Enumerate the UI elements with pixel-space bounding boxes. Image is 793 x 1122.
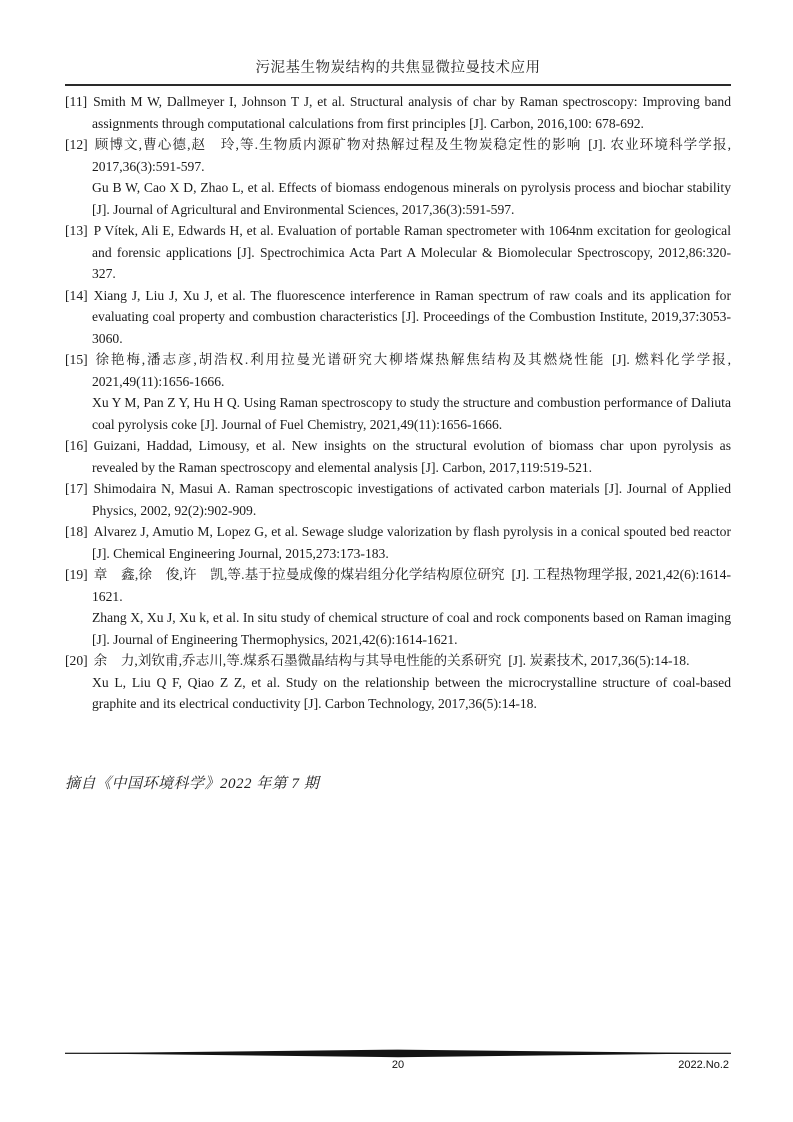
source-note: 摘自《中国环境科学》2022 年第 7 期	[65, 775, 320, 792]
reference-paragraph	[65, 220, 731, 285]
reference-item	[65, 285, 731, 350]
reference-item	[65, 91, 731, 134]
reference-text: 余 力,刘钦甫,乔志川,等.煤系石墨微晶结构与其导电性能的关系研究 [J]. 炭素技术, 2017,36(5):14-18.	[93, 653, 690, 668]
reference-item	[65, 220, 731, 285]
page-footer	[65, 1049, 731, 1075]
reference-label: [12]	[65, 137, 88, 152]
reference-label: [19]	[65, 567, 88, 582]
reference-text: Smith M W, Dallmeyer I, Johnson T J, et al. Structural analysis of char by Raman spectroscopy: Improving band assignments through computational calculations from first principles [J]. Carbon, 2016,100: 678-692.	[92, 94, 731, 131]
reference-translation: Xu L, Liu Q F, Qiao Z Z, et al. Study on the relationship between the microcrystalline structure of coal-based graphite and its electrical conductivity [J]. Carbon Technology, 2017,36(5):14-18.	[92, 674, 731, 711]
reference-translation: Gu B W, Cao X D, Zhao L, et al. Effects of biomass endogenous minerals on pyrolysis process and biochar stability [J]. Journal of Agricultural and Environmental Sciences, 2017,36(3):591-597.	[92, 180, 731, 217]
reference-label: [11]	[65, 94, 88, 109]
header-rule	[65, 84, 731, 86]
running-head-title: 污泥基生物炭结构的共焦显微拉曼技术应用	[255, 60, 541, 76]
reference-item	[65, 650, 731, 715]
issue-label: 2022.No.2	[678, 1059, 729, 1071]
reference-paragraph	[65, 349, 731, 392]
reference-item	[65, 478, 731, 521]
reference-paragraph	[65, 650, 731, 672]
reference-label: [17]	[65, 481, 88, 496]
reference-text: 章 鑫,徐 俊,许 凯,等.基于拉曼成像的煤岩组分化学结构原位研究 [J]. 工程热物理学报, 2021,42(6):1614-1621.	[92, 567, 731, 604]
reference-text: Guizani, Haddad, Limousy, et al. New insights on the structural evolution of biomass char upon pyrolysis as revealed by the Raman spectroscopy and elemental analysis [J]. Carbon, 2017,119:519-521.	[92, 438, 731, 475]
reference-paragraph	[65, 478, 731, 521]
reference-label: [15]	[65, 352, 88, 367]
reference-text: Shimodaira N, Masui A. Raman spectroscopic investigations of activated carbon materials [J]. Journal of Applied Physics, 2002, 92(2):902-909.	[92, 481, 731, 518]
reference-item	[65, 349, 731, 435]
reference-item	[65, 521, 731, 564]
reference-item	[65, 435, 731, 478]
page-header	[65, 56, 731, 86]
reference-label: [18]	[65, 524, 88, 539]
reference-translation: Xu Y M, Pan Z Y, Hu H Q. Using Raman spectroscopy to study the structure and combustion performance of Daliuta coal pyrolysis coke [J]. Journal of Fuel Chemistry, 2021,49(11):1656-1666.	[92, 395, 731, 432]
reference-label: [16]	[65, 438, 88, 453]
reference-label: [14]	[65, 287, 88, 303]
reference-label: [20]	[65, 653, 88, 668]
page-number: 20	[391, 1059, 405, 1071]
reference-paragraph	[65, 285, 731, 350]
reference-list	[65, 91, 731, 715]
reference-text: P Vítek, Ali E, Edwards H, et al. Evaluation of portable Raman spectrometer with 1064nm excitation for geological and forensic applications [J]. Spectrochimica Acta Part A Molecular & Biomolecular Spectroscopy, 2012,86:320-327.	[92, 223, 731, 281]
reference-text: 徐艳梅,潘志彦,胡浩权.利用拉曼光谱研究大柳塔煤热解焦结构及其燃烧性能 [J]. 燃料化学学报, 2021,49(11):1656-1666.	[92, 352, 731, 389]
document-page	[65, 0, 731, 1122]
reference-item	[65, 134, 731, 220]
reference-text: 顾博文,曹心德,赵 玲,等.生物质内源矿物对热解过程及生物炭稳定性的影响 [J]. 农业环境科学学报, 2017,36(3):591-597.	[92, 137, 731, 174]
reference-item	[65, 564, 731, 650]
reference-paragraph	[65, 435, 731, 478]
reference-paragraph	[65, 134, 731, 177]
reference-paragraph	[65, 91, 731, 134]
reference-paragraph	[65, 521, 731, 564]
reference-translation: Zhang X, Xu J, Xu k, et al. In situ study of chemical structure of coal and rock components based on Raman imaging [J]. Journal of Engineering Thermophysics, 2021,42(6):1614-1621.	[92, 610, 731, 647]
reference-paragraph	[65, 564, 731, 607]
reference-text: Xiang J, Liu J, Xu J, et al. The fluorescence interference in Raman spectrum of raw coals and its application for evaluating coal property and combustion characteristics [J]. Proceedings of the Combustion Institute, 2019,37:3053-3060.	[92, 287, 731, 346]
footer-rule	[65, 1049, 731, 1058]
reference-text: Alvarez J, Amutio M, Lopez G, et al. Sewage sludge valorization by flash pyrolysis in a conical spouted bed reactor [J]. Chemical Engineering Journal, 2015,273:173-183.	[92, 524, 731, 561]
reference-label: [13]	[65, 223, 88, 238]
footer-row	[65, 1059, 731, 1075]
